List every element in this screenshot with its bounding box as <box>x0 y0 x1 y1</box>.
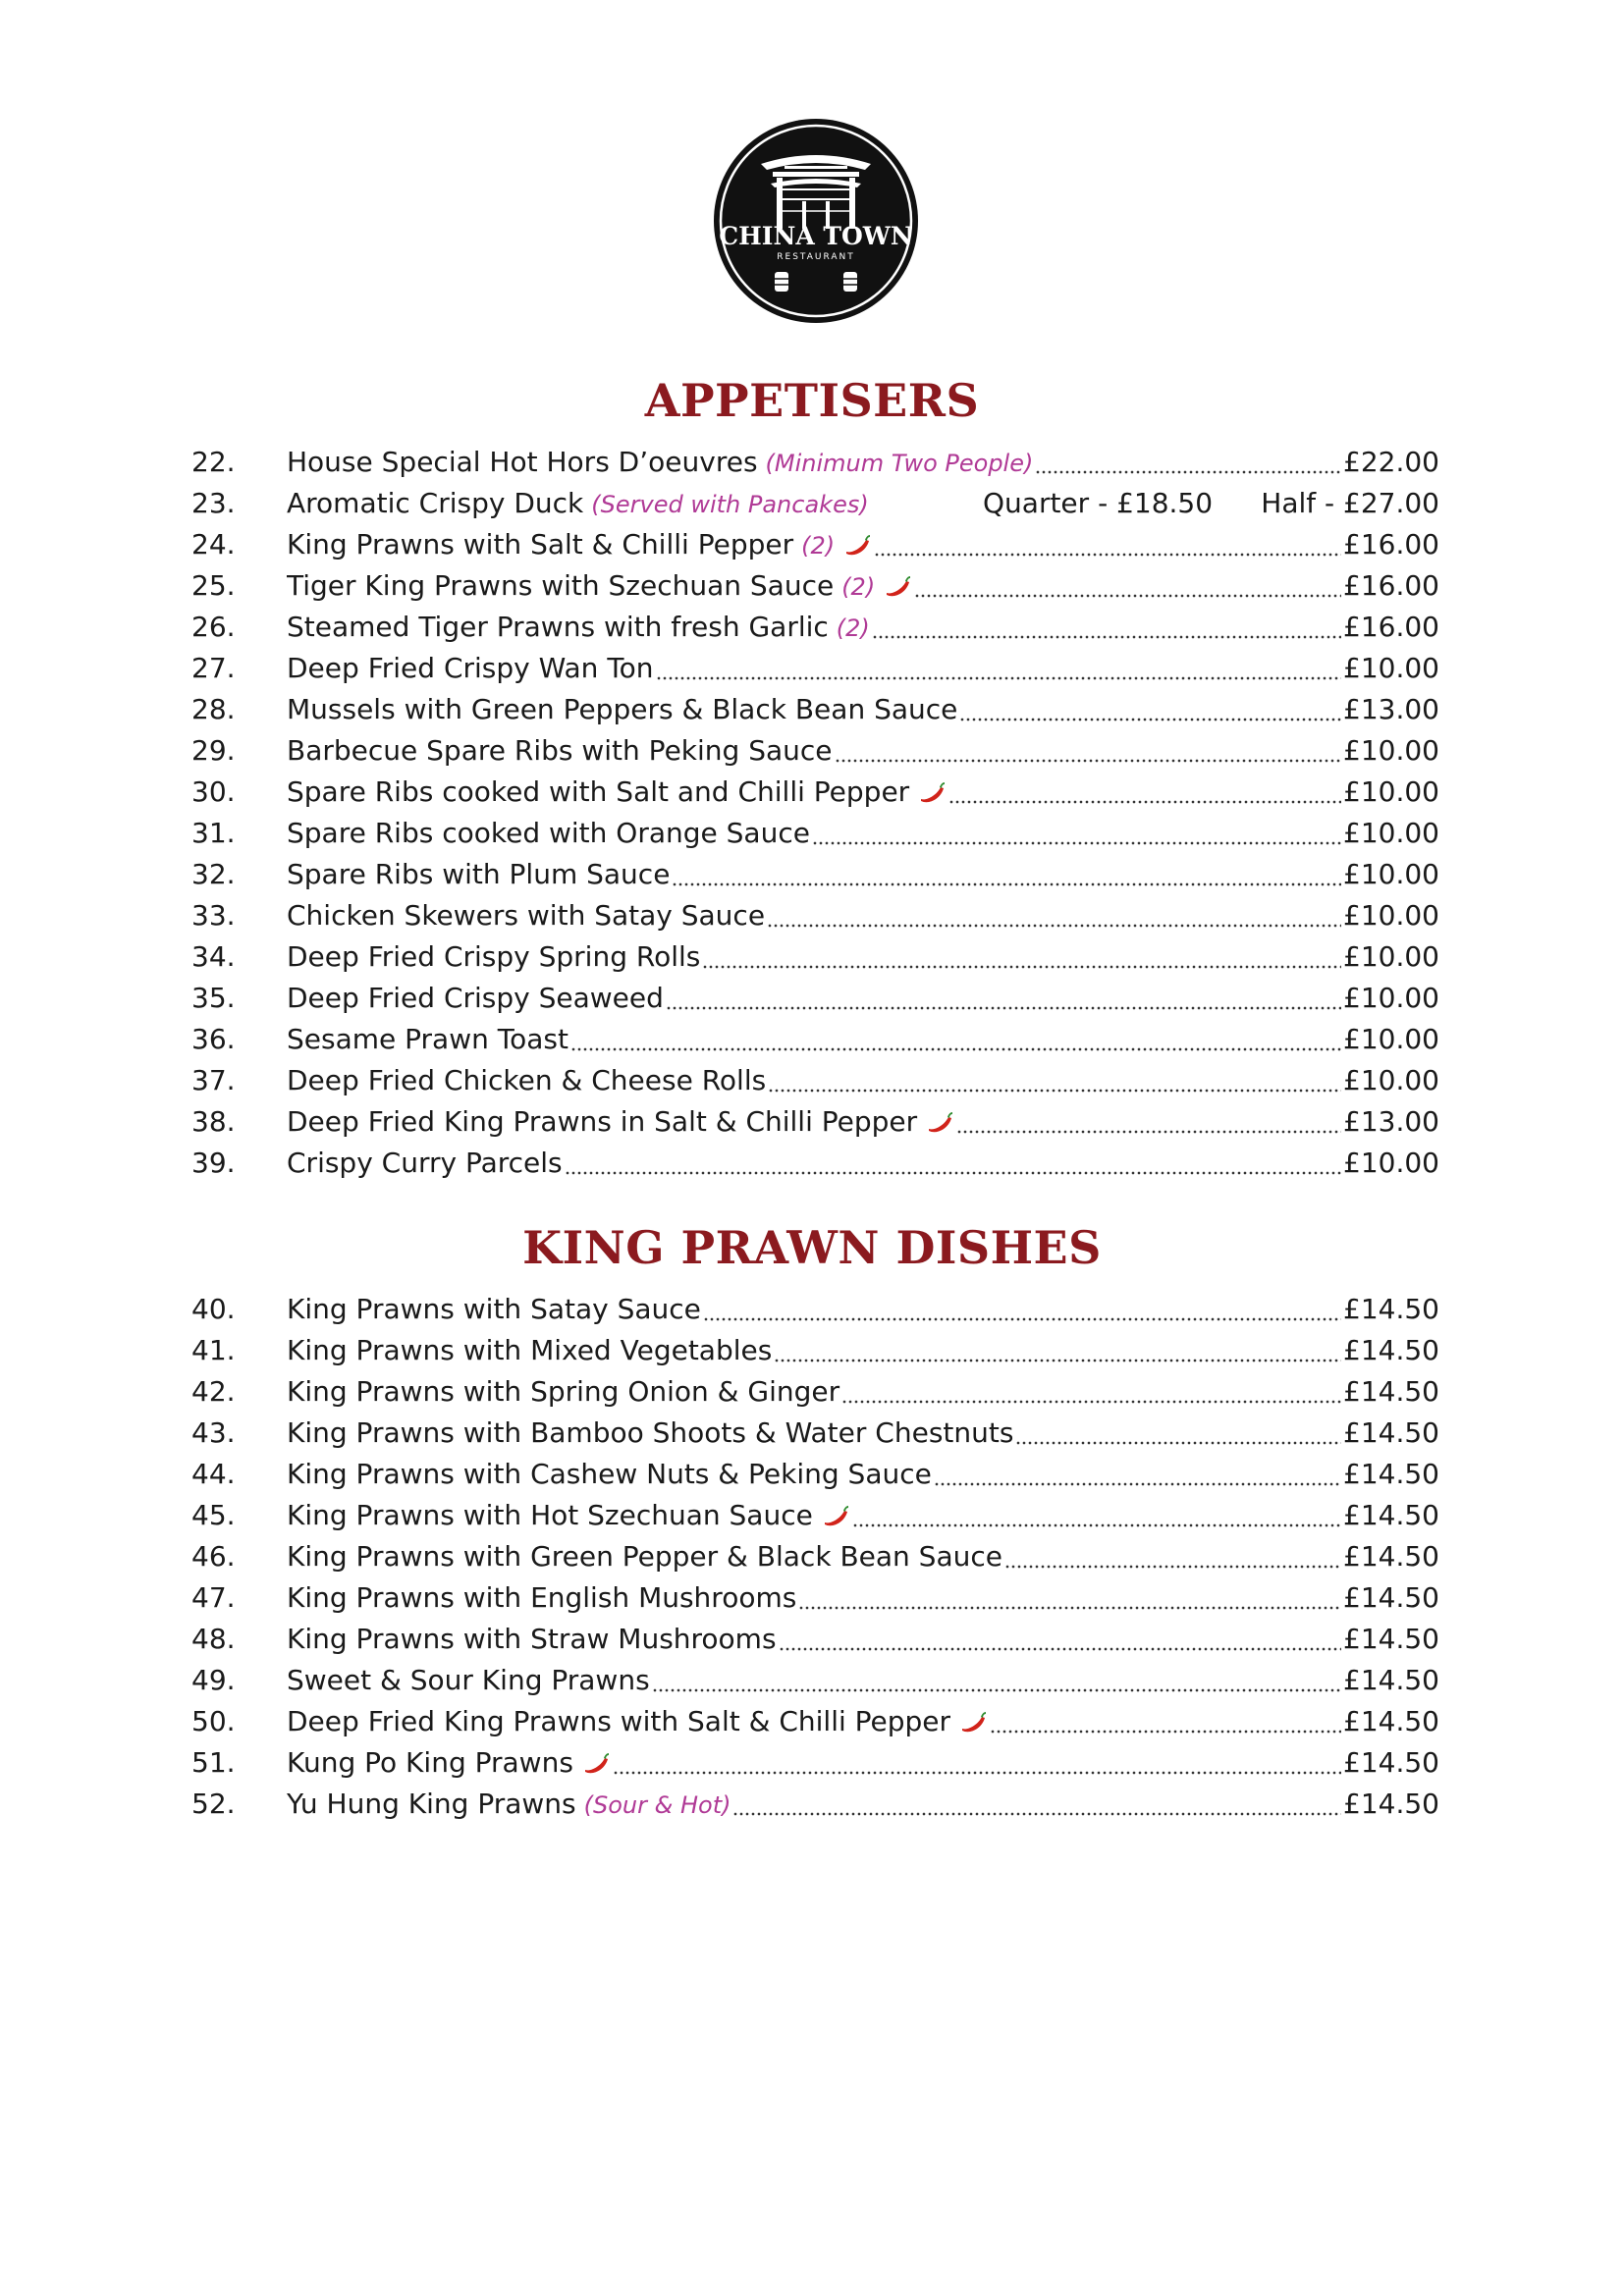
item-line <box>287 1330 1439 1371</box>
item-line <box>287 607 1439 648</box>
dot-leader <box>835 735 1342 763</box>
item-number: 25. <box>191 569 236 602</box>
item-number: 30. <box>191 775 236 808</box>
item-line <box>287 1577 1439 1619</box>
item-price: £14.50 <box>1343 1293 1439 1325</box>
item-line <box>287 978 1439 1019</box>
item-price: £16.00 <box>1343 528 1439 561</box>
dot-leader <box>874 529 1341 557</box>
item-line <box>287 730 1439 772</box>
item-name: Deep Fried King Prawns with Salt & Chilli Pepper <box>287 1705 951 1737</box>
item-name: Deep Fried King Prawns in Salt & Chilli Pepper <box>287 1105 918 1138</box>
item-price: £10.00 <box>1343 1023 1439 1055</box>
item-name: Barbecue Spare Ribs with Peking Sauce <box>287 734 833 767</box>
item-line <box>287 772 1439 813</box>
item-name: King Prawns with Green Pepper & Black Bean Sauce <box>287 1540 1002 1573</box>
item-number: 31. <box>191 817 236 849</box>
item-price: £10.00 <box>1343 899 1439 932</box>
item-line <box>287 1413 1439 1454</box>
item-line <box>287 1660 1439 1701</box>
appetisers-section <box>0 373 1624 1184</box>
item-number: 34. <box>191 940 236 973</box>
item-number: 51. <box>191 1746 236 1779</box>
dot-leader <box>990 1706 1341 1734</box>
item-price: £13.00 <box>1343 693 1439 725</box>
item-price: £10.00 <box>1343 940 1439 973</box>
menu-item <box>0 1495 1624 1536</box>
item-number: 36. <box>191 1023 236 1055</box>
dot-leader <box>656 653 1341 680</box>
item-number: 41. <box>191 1334 236 1366</box>
item-name: Steamed Tiger Prawns with fresh Garlic <box>287 611 829 643</box>
item-name: King Prawns with Hot Szechuan Sauce <box>287 1499 813 1531</box>
item-note: (Served with Pancakes) <box>591 491 869 518</box>
item-note: (2) <box>801 532 836 560</box>
menu-item <box>0 936 1624 978</box>
item-line <box>287 1454 1439 1495</box>
item-note: (2) <box>836 614 870 642</box>
item-line <box>287 442 1439 483</box>
item-number: 45. <box>191 1499 236 1531</box>
item-price: £10.00 <box>1343 652 1439 684</box>
item-name: King Prawns with Mixed Vegetables <box>287 1334 773 1366</box>
item-number: 28. <box>191 693 236 725</box>
dot-leader <box>565 1148 1341 1175</box>
dot-leader <box>767 900 1341 928</box>
item-price: £14.50 <box>1343 1540 1439 1573</box>
item-number: 43. <box>191 1416 236 1449</box>
item-price: £22.00 <box>1343 446 1439 478</box>
item-price-half: Half - £27.00 <box>1261 487 1439 519</box>
item-number: 44. <box>191 1458 236 1490</box>
menu-item <box>0 607 1624 648</box>
item-name: King Prawns with English Mushrooms <box>287 1581 797 1614</box>
item-price: £14.50 <box>1343 1499 1439 1531</box>
menu-item <box>0 1371 1624 1413</box>
chilli-icon <box>958 1709 988 1735</box>
item-line <box>287 1619 1439 1660</box>
item-number: 50. <box>191 1705 236 1737</box>
chilli-icon <box>917 779 947 805</box>
item-line <box>287 1101 1439 1143</box>
item-name: Mussels with Green Peppers & Black Bean Sauce <box>287 693 958 725</box>
item-price: £14.50 <box>1343 1623 1439 1655</box>
dot-leader <box>768 1065 1341 1093</box>
item-price: £10.00 <box>1343 817 1439 849</box>
dot-leader <box>666 983 1341 1010</box>
menu-item <box>0 524 1624 565</box>
item-number: 37. <box>191 1064 236 1096</box>
chilli-icon <box>581 1750 611 1776</box>
chilli-icon <box>842 532 872 558</box>
menu-item <box>0 813 1624 854</box>
item-number: 42. <box>191 1375 236 1408</box>
menu-item <box>0 895 1624 936</box>
dot-leader <box>672 859 1341 886</box>
item-name: Sweet & Sour King Prawns <box>287 1664 650 1696</box>
menu-item <box>0 772 1624 813</box>
menu-item <box>0 1577 1624 1619</box>
item-number: 23. <box>191 487 236 519</box>
item-price: £14.50 <box>1343 1334 1439 1366</box>
item-number: 27. <box>191 652 236 684</box>
item-price: £10.00 <box>1343 858 1439 890</box>
item-name: Spare Ribs cooked with Orange Sauce <box>287 817 810 849</box>
item-number: 26. <box>191 611 236 643</box>
item-price: £10.00 <box>1343 1064 1439 1096</box>
item-number: 48. <box>191 1623 236 1655</box>
item-name: Aromatic Crispy Duck <box>287 487 584 519</box>
item-line <box>287 1143 1439 1184</box>
item-name: Spare Ribs cooked with Salt and Chilli Pepper <box>287 775 910 808</box>
logo-name-text: CHINA TOWN <box>719 222 913 250</box>
item-number: 38. <box>191 1105 236 1138</box>
chilli-icon <box>925 1109 954 1135</box>
item-line <box>287 1784 1439 1825</box>
item-number: 39. <box>191 1147 236 1179</box>
item-line <box>287 524 1439 565</box>
logo-subtitle-text: RESTAURANT <box>777 252 855 262</box>
menu-item <box>0 648 1624 689</box>
item-name: Chicken Skewers with Satay Sauce <box>287 899 766 932</box>
item-price: £16.00 <box>1343 569 1439 602</box>
china-town-logo-graphic <box>712 117 920 325</box>
appetisers-list <box>0 442 1624 1184</box>
dot-leader <box>956 1106 1341 1134</box>
menu-item <box>0 978 1624 1019</box>
item-price: £14.50 <box>1343 1705 1439 1737</box>
item-line <box>287 689 1439 730</box>
dot-leader <box>732 1789 1341 1816</box>
item-name: King Prawns with Satay Sauce <box>287 1293 701 1325</box>
item-line <box>287 1060 1439 1101</box>
king-prawn-section <box>0 1220 1624 1825</box>
item-name: King Prawns with Bamboo Shoots & Water Chestnuts <box>287 1416 1014 1449</box>
item-number: 22. <box>191 446 236 478</box>
item-price: £14.50 <box>1343 1746 1439 1779</box>
menu-item <box>0 689 1624 730</box>
item-price: £14.50 <box>1343 1416 1439 1449</box>
item-name: Deep Fried Crispy Wan Ton <box>287 652 654 684</box>
item-name: Sesame Prawn Toast <box>287 1023 568 1055</box>
dot-leader <box>914 570 1341 598</box>
menu-item <box>0 1454 1624 1495</box>
dot-leader <box>841 1376 1341 1404</box>
menu-item <box>0 1619 1624 1660</box>
dot-leader <box>1004 1541 1341 1569</box>
item-number: 52. <box>191 1788 236 1820</box>
dot-leader <box>703 1294 1341 1321</box>
item-name: Spare Ribs with Plum Sauce <box>287 858 671 890</box>
item-price: £10.00 <box>1343 982 1439 1014</box>
item-number: 47. <box>191 1581 236 1614</box>
dot-leader <box>570 1024 1341 1051</box>
menu-item <box>0 854 1624 895</box>
item-line <box>287 1289 1439 1330</box>
item-price: £14.50 <box>1343 1581 1439 1614</box>
item-name: King Prawns with Cashew Nuts & Peking Sauce <box>287 1458 932 1490</box>
dot-leader <box>959 694 1341 721</box>
item-note: (2) <box>841 573 876 601</box>
dot-leader <box>798 1582 1341 1610</box>
item-price: £14.50 <box>1343 1458 1439 1490</box>
item-line <box>287 895 1439 936</box>
dot-leader <box>934 1459 1341 1486</box>
dot-leader <box>774 1335 1341 1362</box>
item-line <box>287 936 1439 978</box>
item-number: 33. <box>191 899 236 932</box>
dot-leader <box>872 612 1341 639</box>
dot-leader <box>779 1624 1341 1651</box>
chilli-icon <box>821 1503 850 1528</box>
menu-item <box>0 442 1624 483</box>
menu-item <box>0 1101 1624 1143</box>
item-line <box>287 1742 1439 1784</box>
item-line <box>287 854 1439 895</box>
menu-item <box>0 1019 1624 1060</box>
king-prawn-list <box>0 1289 1624 1825</box>
item-number: 32. <box>191 858 236 890</box>
item-price: £16.00 <box>1343 611 1439 643</box>
item-number: 29. <box>191 734 236 767</box>
dot-leader <box>948 776 1341 804</box>
item-name: House Special Hot Hors D’oeuvres <box>287 446 758 478</box>
item-note: (Minimum Two People) <box>765 450 1034 477</box>
item-line <box>287 648 1439 689</box>
chilli-icon <box>883 573 912 599</box>
appetisers-heading: APPETISERS <box>644 374 980 427</box>
dot-leader <box>1015 1417 1341 1445</box>
dot-leader <box>1035 447 1341 474</box>
menu-item <box>0 1701 1624 1742</box>
dot-leader <box>652 1665 1341 1692</box>
item-line <box>287 1536 1439 1577</box>
item-price: £10.00 <box>1343 1147 1439 1179</box>
item-price: £14.50 <box>1343 1788 1439 1820</box>
menu-item <box>0 483 1624 524</box>
item-price: £13.00 <box>1343 1105 1439 1138</box>
menu-item <box>0 1143 1624 1184</box>
item-price-quarter: Quarter - £18.50 <box>983 487 1214 519</box>
item-name: King Prawns with Salt & Chilli Pepper <box>287 528 794 561</box>
menu-item <box>0 1660 1624 1701</box>
item-price: £14.50 <box>1343 1664 1439 1696</box>
restaurant-logo <box>712 117 920 325</box>
dot-leader <box>852 1500 1341 1527</box>
item-line <box>287 1371 1439 1413</box>
item-line <box>287 1019 1439 1060</box>
item-name: Kung Po King Prawns <box>287 1746 573 1779</box>
item-number: 40. <box>191 1293 236 1325</box>
item-line <box>287 813 1439 854</box>
item-name: Deep Fried Chicken & Cheese Rolls <box>287 1064 767 1096</box>
menu-item <box>0 1742 1624 1784</box>
item-name: King Prawns with Spring Onion & Ginger <box>287 1375 840 1408</box>
item-name: Deep Fried Crispy Spring Rolls <box>287 940 701 973</box>
menu-item <box>0 730 1624 772</box>
item-line <box>287 1495 1439 1536</box>
item-price: £10.00 <box>1343 734 1439 767</box>
item-price: £10.00 <box>1343 775 1439 808</box>
dot-leader <box>702 941 1341 969</box>
item-number: 24. <box>191 528 236 561</box>
menu-item <box>0 1784 1624 1825</box>
item-name: King Prawns with Straw Mushrooms <box>287 1623 777 1655</box>
item-name: Crispy Curry Parcels <box>287 1147 563 1179</box>
menu-item <box>0 1289 1624 1330</box>
menu-item <box>0 1330 1624 1371</box>
item-name: Deep Fried Crispy Seaweed <box>287 982 664 1014</box>
dot-leader <box>613 1747 1341 1775</box>
item-line <box>287 565 1439 607</box>
item-name: Tiger King Prawns with Szechuan Sauce <box>287 569 835 602</box>
menu-item <box>0 1060 1624 1101</box>
king-prawn-heading: KING PRAWN DISHES <box>522 1221 1102 1274</box>
item-name: Yu Hung King Prawns <box>287 1788 576 1820</box>
item-number: 46. <box>191 1540 236 1573</box>
item-number: 49. <box>191 1664 236 1696</box>
menu-item <box>0 1413 1624 1454</box>
menu-item <box>0 1536 1624 1577</box>
item-price: £14.50 <box>1343 1375 1439 1408</box>
menu-item <box>0 565 1624 607</box>
item-note: (Sour & Hot) <box>583 1791 731 1819</box>
item-line <box>287 1701 1439 1742</box>
dot-leader <box>812 818 1341 845</box>
item-number: 35. <box>191 982 236 1014</box>
